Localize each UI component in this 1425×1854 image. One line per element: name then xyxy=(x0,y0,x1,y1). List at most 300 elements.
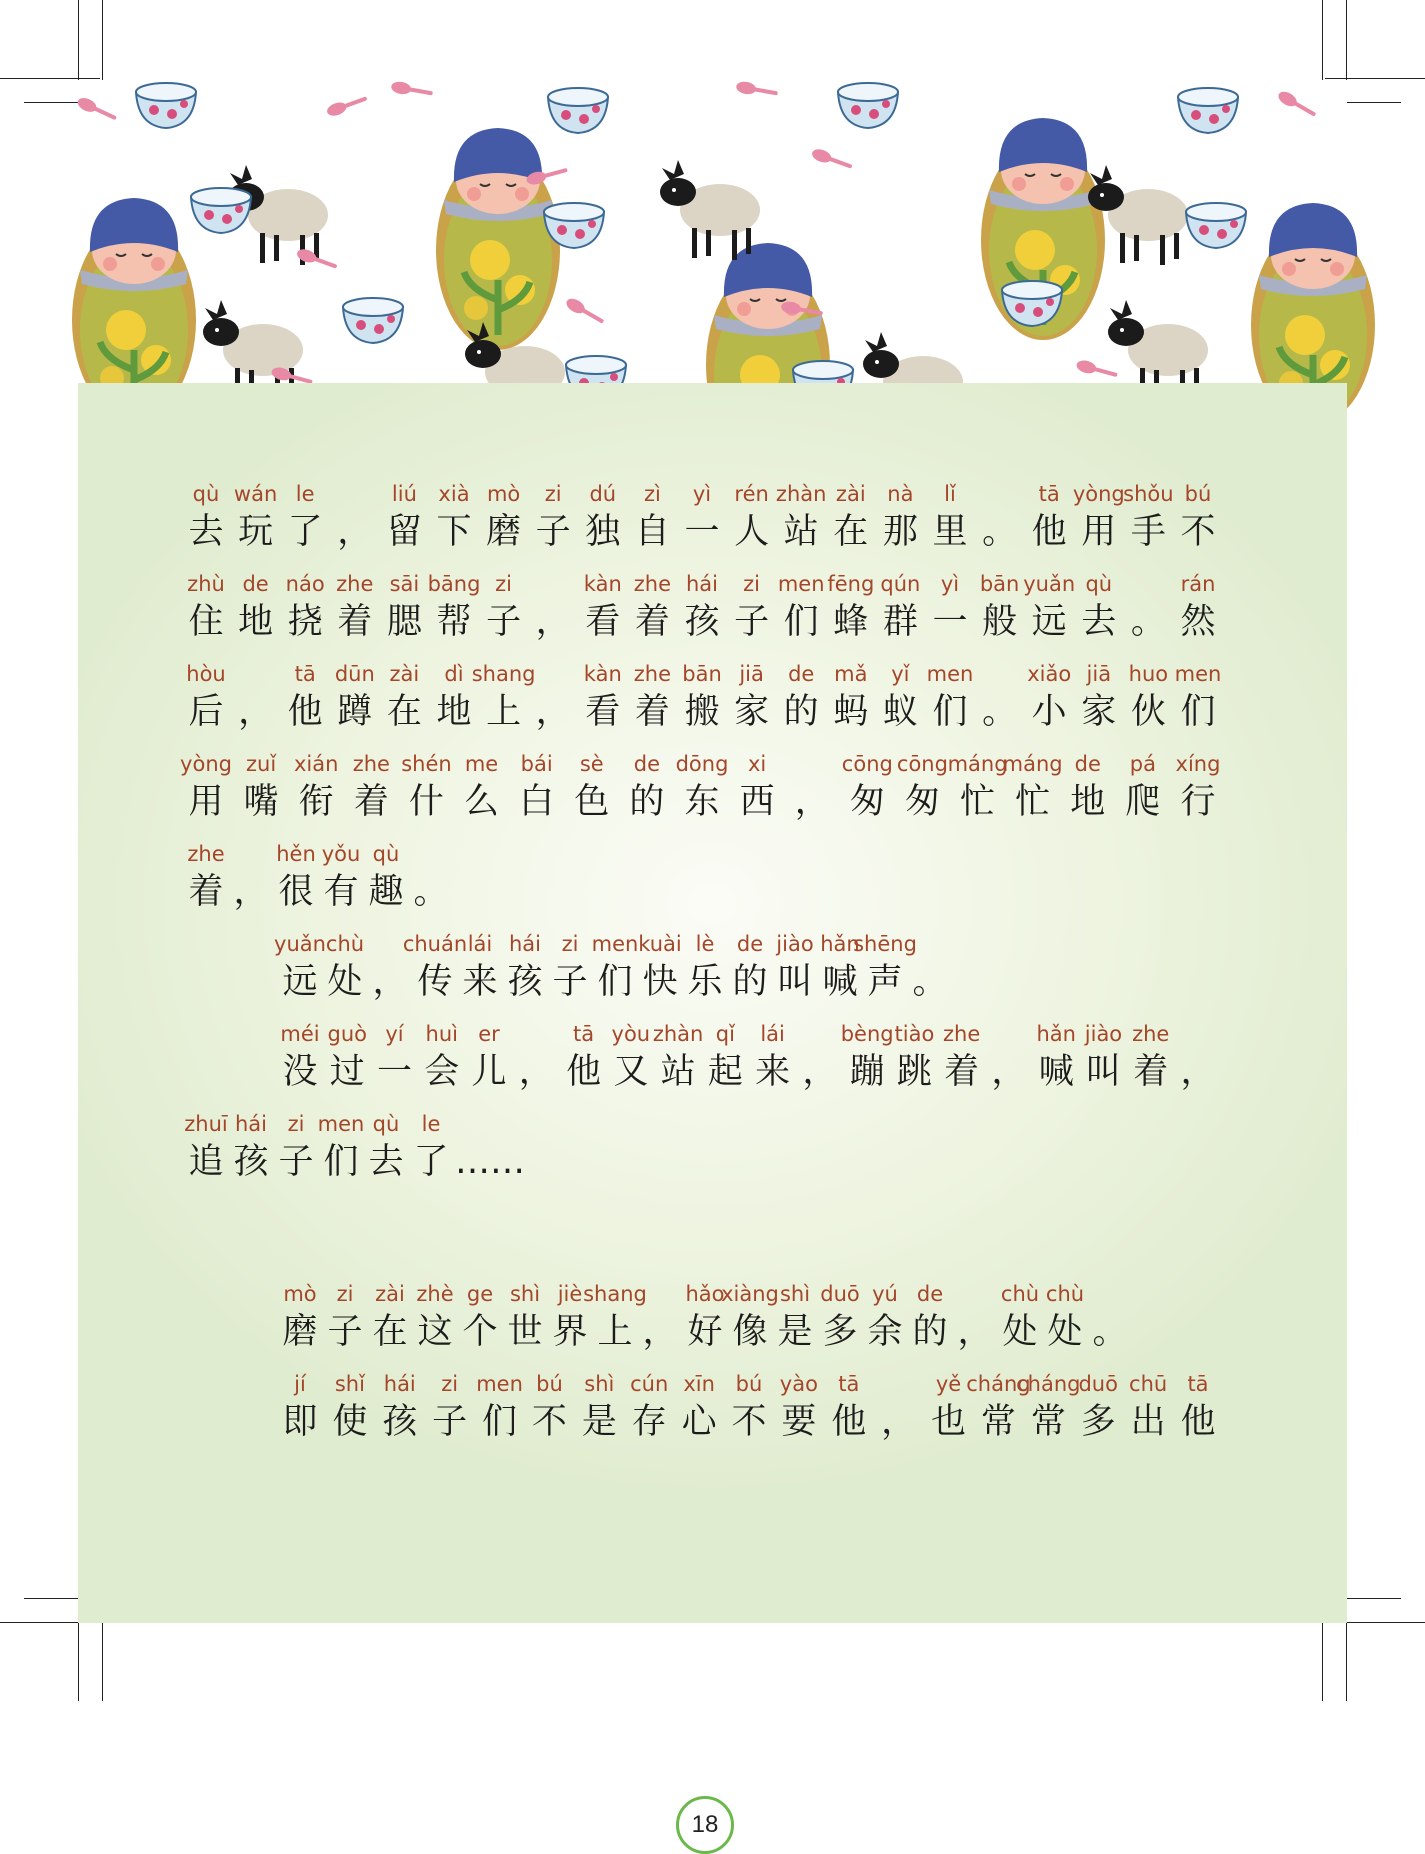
punctuation-mark: 。 xyxy=(1092,1312,1128,1352)
hanzi-character: 蜂 xyxy=(833,602,869,642)
hanzi-character: 匆 xyxy=(849,782,885,822)
punctuation-mark: ， xyxy=(642,1312,678,1352)
hanzi-character: 住 xyxy=(188,602,224,642)
crop-mark xyxy=(1322,1622,1323,1701)
hanzi-character: 着 xyxy=(337,602,373,642)
pinyin-syllable: hái xyxy=(685,572,719,596)
hanzi-character: 地 xyxy=(238,602,274,642)
hanzi-character: 蚂 xyxy=(833,692,869,732)
pinyin-syllable: jiā xyxy=(1086,662,1112,686)
hanzi-character: 里 xyxy=(932,512,968,552)
punctuation-mark: 。 xyxy=(982,692,1018,732)
hanzi-character: 子 xyxy=(486,602,522,642)
pinyin-syllable: xi xyxy=(747,752,767,776)
text-line xyxy=(78,932,1347,1012)
punctuation-mark: ， xyxy=(802,1052,838,1092)
pinyin-syllable: chū xyxy=(1129,1372,1168,1396)
hanzi-character: 那 xyxy=(882,512,918,552)
pinyin-syllable: qù xyxy=(372,842,400,866)
pinyin-syllable: zuǐ xyxy=(246,752,277,776)
hanzi-character: 又 xyxy=(613,1052,649,1092)
pinyin-syllable: xiǎo xyxy=(1027,662,1072,686)
pinyin-syllable: de xyxy=(788,662,815,686)
pinyin-syllable: zhàn xyxy=(652,1022,704,1046)
hanzi-character: 什 xyxy=(408,782,444,822)
hanzi-character: 乐 xyxy=(687,962,723,1002)
pinyin-syllable: xíng xyxy=(1175,752,1221,776)
hanzi-character: 子 xyxy=(552,962,588,1002)
hanzi-character: 孩 xyxy=(684,602,720,642)
pinyin-syllable: kuài xyxy=(638,932,682,956)
pinyin-syllable: men xyxy=(317,1112,365,1136)
pinyin-syllable: me xyxy=(464,752,499,776)
hanzi-character: 跳 xyxy=(896,1052,932,1092)
hanzi-character: 世 xyxy=(507,1312,543,1352)
hanzi-character: 么 xyxy=(464,782,500,822)
hanzi-character: 站 xyxy=(660,1052,696,1092)
punctuation-mark: ， xyxy=(238,692,274,732)
hanzi-character: 在 xyxy=(372,1312,408,1352)
pinyin-syllable: máng xyxy=(1002,752,1063,776)
hanzi-character: 出 xyxy=(1130,1402,1166,1442)
pinyin-syllable: chù xyxy=(1045,1282,1085,1306)
hanzi-character: 来 xyxy=(755,1052,791,1092)
hanzi-character: 然 xyxy=(1180,602,1216,642)
punctuation-mark: ， xyxy=(1180,1052,1216,1092)
pinyin-syllable: bèng xyxy=(840,1022,894,1046)
hanzi-character: 的 xyxy=(783,692,819,732)
pinyin-syllable: xián xyxy=(293,752,339,776)
pinyin-syllable: jiào xyxy=(776,932,814,956)
pinyin-syllable: lǐ xyxy=(944,482,956,506)
pinyin-syllable: dūn xyxy=(334,662,375,686)
pinyin-syllable: yí xyxy=(385,1022,404,1046)
pinyin-syllable: men xyxy=(926,662,974,686)
pinyin-syllable: wán xyxy=(233,482,278,506)
pinyin-syllable: bú xyxy=(536,1372,563,1396)
pinyin-syllable: rén xyxy=(734,482,769,506)
hanzi-character: 西 xyxy=(739,782,775,822)
text-line xyxy=(78,1022,1347,1102)
pinyin-syllable: zài xyxy=(375,1282,405,1306)
pinyin-syllable: le xyxy=(295,482,315,506)
punctuation-mark: ， xyxy=(535,602,571,642)
hanzi-character: 多 xyxy=(1080,1402,1116,1442)
hanzi-character: 处 xyxy=(1002,1312,1038,1352)
pinyin-syllable: zi xyxy=(441,1372,459,1396)
pinyin-syllable: xià xyxy=(438,482,470,506)
pinyin-syllable: yòu xyxy=(611,1022,651,1046)
hanzi-character: 腮 xyxy=(386,602,422,642)
hanzi-character: 追 xyxy=(188,1142,224,1182)
hanzi-character: 磨 xyxy=(282,1312,318,1352)
pinyin-syllable: hǎn xyxy=(820,932,860,956)
pinyin-syllable: zhuī xyxy=(184,1112,228,1136)
pinyin-syllable: sè xyxy=(579,752,604,776)
pinyin-syllable: de xyxy=(242,572,269,596)
spoon-icon xyxy=(810,147,854,173)
hanzi-character: 留 xyxy=(386,512,422,552)
pinyin-syllable: jiào xyxy=(1084,1022,1123,1046)
text-panel xyxy=(78,383,1347,1838)
text-line xyxy=(78,662,1347,742)
hanzi-character: 们 xyxy=(783,602,819,642)
hanzi-character: 好 xyxy=(687,1312,723,1352)
pinyin-syllable: hǎo xyxy=(685,1282,725,1306)
pinyin-syllable: liú xyxy=(391,482,417,506)
pinyin-syllable: zì xyxy=(643,482,661,506)
pinyin-syllable: cún xyxy=(630,1372,669,1396)
hanzi-character: 也 xyxy=(931,1402,967,1442)
hanzi-character: 上 xyxy=(597,1312,633,1352)
pinyin-syllable: shì xyxy=(584,1372,615,1396)
pinyin-syllable: zi xyxy=(336,1282,354,1306)
hanzi-character: 孩 xyxy=(382,1402,418,1442)
pinyin-syllable: zhè xyxy=(416,1282,454,1306)
pinyin-syllable: bāng xyxy=(427,572,481,596)
hanzi-character: 一 xyxy=(932,602,968,642)
hanzi-character: 界 xyxy=(552,1312,588,1352)
pinyin-syllable: máng xyxy=(947,752,1008,776)
hanzi-character: 没 xyxy=(282,1052,318,1092)
pinyin-syllable: qǐ xyxy=(715,1022,735,1046)
hanzi-character: 孩 xyxy=(233,1142,269,1182)
pinyin-syllable: er xyxy=(478,1022,500,1046)
pinyin-syllable: huo xyxy=(1128,662,1169,686)
pinyin-syllable: zhe xyxy=(352,752,390,776)
bowl-icon xyxy=(191,188,251,233)
hanzi-character: 伙 xyxy=(1130,692,1166,732)
hanzi-character: 蹲 xyxy=(337,692,373,732)
pinyin-syllable: qù xyxy=(1085,572,1113,596)
hanzi-character: 们 xyxy=(1180,692,1216,732)
pinyin-syllable: zhù xyxy=(187,572,225,596)
pinyin-syllable: shì xyxy=(509,1282,541,1306)
hanzi-character: 自 xyxy=(634,512,670,552)
pinyin-syllable: hái xyxy=(383,1372,416,1396)
hanzi-character: 嘴 xyxy=(243,782,279,822)
hanzi-character: 白 xyxy=(519,782,555,822)
hanzi-character: 在 xyxy=(386,692,422,732)
hanzi-character: 用 xyxy=(188,782,224,822)
hanzi-character: 了 xyxy=(287,512,323,552)
hanzi-character: 趣 xyxy=(368,872,404,912)
hanzi-character: 爬 xyxy=(1125,782,1161,822)
pinyin-syllable: bú xyxy=(1184,482,1212,506)
pinyin-syllable: hái xyxy=(508,932,542,956)
hanzi-character: 处 xyxy=(1047,1312,1083,1352)
text-line xyxy=(78,1282,1347,1362)
pinyin-syllable: yòng xyxy=(1072,482,1125,506)
hanzi-character: 搬 xyxy=(684,692,720,732)
hanzi-character: 过 xyxy=(329,1052,365,1092)
crop-mark xyxy=(0,78,100,79)
hanzi-character: 会 xyxy=(424,1052,460,1092)
punctuation-mark: ， xyxy=(535,692,571,732)
pinyin-syllable: shang xyxy=(471,662,536,686)
hanzi-character: 人 xyxy=(734,512,770,552)
hanzi-character: 上 xyxy=(486,692,522,732)
hanzi-character: 了 xyxy=(413,1142,449,1182)
pinyin-syllable: yǐ xyxy=(891,662,910,686)
hanzi-character: 独 xyxy=(585,512,621,552)
hanzi-character: 后 xyxy=(188,692,224,732)
text-line xyxy=(78,752,1347,832)
hanzi-character: 他 xyxy=(1031,512,1067,552)
pinyin-syllable: qún xyxy=(880,572,921,596)
hanzi-character: 看 xyxy=(585,692,621,732)
crop-mark xyxy=(1322,0,1323,80)
pinyin-syllable: pá xyxy=(1129,752,1156,776)
spoon-icon xyxy=(76,95,119,124)
hanzi-character: 忙 xyxy=(1015,782,1051,822)
pinyin-syllable: lè xyxy=(695,932,715,956)
hanzi-character: 地 xyxy=(1070,782,1106,822)
hanzi-character: 匆 xyxy=(904,782,940,822)
hanzi-character: 去 xyxy=(188,512,224,552)
pinyin-syllable: qù xyxy=(372,1112,400,1136)
hanzi-character: 玩 xyxy=(238,512,274,552)
pinyin-syllable: men xyxy=(476,1372,523,1396)
text-line xyxy=(78,572,1347,652)
hanzi-character: 起 xyxy=(707,1052,743,1092)
hanzi-character: 帮 xyxy=(436,602,472,642)
pinyin-syllable: dì xyxy=(444,662,464,686)
pinyin-syllable: le xyxy=(421,1112,441,1136)
pinyin-syllable: sāi xyxy=(389,572,420,596)
hanzi-character: 很 xyxy=(278,872,314,912)
pinyin-syllable: zi xyxy=(544,482,562,506)
punctuation-mark: ， xyxy=(881,1402,917,1442)
pinyin-syllable: yuǎn xyxy=(1023,572,1076,596)
hanzi-character: 喊 xyxy=(1038,1052,1074,1092)
hanzi-character: 的 xyxy=(732,962,768,1002)
pinyin-syllable: qù xyxy=(192,482,220,506)
hanzi-character: 个 xyxy=(462,1312,498,1352)
illustration-banner xyxy=(78,80,1347,383)
pinyin-syllable: jí xyxy=(294,1372,306,1396)
bowl-icon xyxy=(136,83,196,128)
hanzi-character: 行 xyxy=(1180,782,1216,822)
pinyin-syllable: tā xyxy=(294,662,316,686)
hanzi-character: 看 xyxy=(585,602,621,642)
pinyin-syllable: chù xyxy=(325,932,365,956)
pinyin-syllable: bú xyxy=(735,1372,763,1396)
hanzi-character: 是 xyxy=(581,1402,617,1442)
hanzi-character: 传 xyxy=(417,962,453,1002)
hanzi-character: 他 xyxy=(831,1402,867,1442)
hanzi-character: 家 xyxy=(1081,692,1117,732)
hanzi-character: 即 xyxy=(282,1402,318,1442)
hanzi-character: 用 xyxy=(1081,512,1117,552)
hanzi-character: 着 xyxy=(944,1052,980,1092)
hanzi-character: 着 xyxy=(353,782,389,822)
hanzi-character: 叫 xyxy=(1085,1052,1121,1092)
hanzi-character: 子 xyxy=(535,512,571,552)
punctuation-mark: ， xyxy=(794,782,830,822)
pinyin-syllable: yì xyxy=(940,572,960,596)
hanzi-character: 来 xyxy=(462,962,498,1002)
pinyin-syllable: de xyxy=(1074,752,1101,776)
pinyin-syllable: zài xyxy=(389,662,420,686)
bowl-icon xyxy=(838,83,898,128)
bowl-icon xyxy=(1186,203,1246,248)
punctuation-mark: …… xyxy=(455,1142,525,1182)
hanzi-character: 东 xyxy=(684,782,720,822)
hanzi-character: 们 xyxy=(482,1402,518,1442)
book-page xyxy=(78,80,1347,1838)
pinyin-syllable: yǒu xyxy=(321,842,361,866)
pinyin-syllable: de xyxy=(633,752,660,776)
spoon-icon xyxy=(1276,89,1318,120)
hanzi-character: 的 xyxy=(629,782,665,822)
hanzi-character: 磨 xyxy=(486,512,522,552)
bowl-icon xyxy=(1178,88,1238,133)
hanzi-character: 忙 xyxy=(960,782,996,822)
pattern-illustration xyxy=(78,80,1347,383)
hanzi-character: 小 xyxy=(1031,692,1067,732)
pinyin-syllable: méi xyxy=(280,1022,320,1046)
hanzi-character: 有 xyxy=(323,872,359,912)
hanzi-character: 站 xyxy=(783,512,819,552)
hanzi-character: 着 xyxy=(634,602,670,642)
spoon-icon xyxy=(1075,359,1119,381)
punctuation-mark: 。 xyxy=(912,962,948,1002)
pinyin-syllable: jiè xyxy=(557,1282,583,1306)
pinyin-syllable: cháng xyxy=(1016,1372,1081,1396)
pinyin-syllable: shǐ xyxy=(334,1372,365,1396)
hanzi-character: 们 xyxy=(932,692,968,732)
pinyin-syllable: fēng xyxy=(827,572,875,596)
pinyin-syllable: shén xyxy=(401,752,452,776)
hanzi-character: 衔 xyxy=(298,782,334,822)
punctuation-mark: ， xyxy=(518,1052,554,1092)
punctuation-mark: ， xyxy=(337,512,373,552)
hanzi-character: 挠 xyxy=(287,602,323,642)
pinyin-syllable: huì xyxy=(425,1022,459,1046)
hanzi-character: 存 xyxy=(631,1402,667,1442)
pinyin-syllable: bān xyxy=(682,662,722,686)
spoon-icon xyxy=(735,80,778,99)
punctuation-mark: 。 xyxy=(982,512,1018,552)
hanzi-character: 不 xyxy=(1180,512,1216,552)
hanzi-character: 他 xyxy=(1180,1402,1216,1442)
pinyin-syllable: zhe xyxy=(633,572,672,596)
pinyin-syllable: yào xyxy=(779,1372,818,1396)
hanzi-character: 们 xyxy=(597,962,633,1002)
pinyin-syllable: men xyxy=(1174,662,1222,686)
hanzi-character: 声 xyxy=(867,962,903,1002)
pinyin-syllable: guò xyxy=(327,1022,367,1046)
pinyin-syllable: dú xyxy=(589,482,617,506)
pinyin-syllable: cháng xyxy=(966,1372,1031,1396)
pinyin-syllable: lái xyxy=(760,1022,785,1046)
hanzi-character: 子 xyxy=(278,1142,314,1182)
pinyin-syllable: rán xyxy=(1180,572,1216,596)
pinyin-syllable: zhàn xyxy=(775,482,827,506)
spoon-icon xyxy=(325,93,369,119)
pinyin-syllable: yòng xyxy=(180,752,232,776)
pinyin-syllable: yú xyxy=(872,1282,898,1306)
hanzi-character: 远 xyxy=(1031,602,1067,642)
pinyin-syllable: ge xyxy=(466,1282,494,1306)
pinyin-syllable: hòu xyxy=(186,662,226,686)
hanzi-character: 是 xyxy=(777,1312,813,1352)
text-line xyxy=(78,1112,1347,1192)
pinyin-syllable: kàn xyxy=(583,572,622,596)
pinyin-syllable: zài xyxy=(835,482,866,506)
hanzi-character: 着 xyxy=(634,692,670,732)
hanzi-character: 去 xyxy=(1081,602,1117,642)
hanzi-character: 的 xyxy=(912,1312,948,1352)
hanzi-character: 子 xyxy=(734,602,770,642)
hanzi-character: 叫 xyxy=(777,962,813,1002)
punctuation-mark: ， xyxy=(233,872,269,912)
hanzi-character: 群 xyxy=(882,602,918,642)
hanzi-character: 一 xyxy=(377,1052,413,1092)
pinyin-syllable: men xyxy=(777,572,825,596)
pinyin-syllable: tā xyxy=(1187,1372,1209,1396)
bowl-icon xyxy=(548,88,608,133)
hanzi-character: 像 xyxy=(732,1312,768,1352)
pinyin-syllable: duō xyxy=(820,1282,860,1306)
pinyin-syllable: zi xyxy=(287,1112,305,1136)
pinyin-syllable: lái xyxy=(467,932,493,956)
pinyin-syllable: de xyxy=(916,1282,944,1306)
pinyin-syllable: yuǎn xyxy=(274,932,326,956)
pinyin-syllable: hǎn xyxy=(1036,1022,1076,1046)
hanzi-character: 不 xyxy=(531,1402,567,1442)
pinyin-syllable: náo xyxy=(285,572,325,596)
punctuation-mark: ， xyxy=(957,1312,993,1352)
hanzi-character: 心 xyxy=(681,1402,717,1442)
hanzi-character: 使 xyxy=(332,1402,368,1442)
hanzi-character: 喊 xyxy=(822,962,858,1002)
pinyin-syllable: tā xyxy=(838,1372,860,1396)
hanzi-character: 常 xyxy=(1030,1402,1066,1442)
punctuation-mark: 。 xyxy=(1130,602,1166,642)
swaddled-baby-icon xyxy=(436,128,560,350)
text-line xyxy=(78,1372,1347,1452)
hanzi-character: 在 xyxy=(833,512,869,552)
pinyin-syllable: mò xyxy=(486,482,521,506)
hanzi-character: 一 xyxy=(684,512,720,552)
pinyin-syllable: shǒu xyxy=(1123,482,1174,506)
pinyin-syllable: zhe xyxy=(187,842,225,866)
crop-mark xyxy=(1325,78,1425,79)
hanzi-character: 不 xyxy=(731,1402,767,1442)
hanzi-character: 般 xyxy=(982,602,1018,642)
pinyin-syllable: zhe xyxy=(1132,1022,1170,1046)
pinyin-syllable: zhe xyxy=(633,662,672,686)
punctuation-mark: 。 xyxy=(413,872,449,912)
hanzi-character: 着 xyxy=(188,872,224,912)
pinyin-syllable: tā xyxy=(573,1022,595,1046)
punctuation-mark: ， xyxy=(991,1052,1027,1092)
hanzi-character: 儿 xyxy=(471,1052,507,1092)
hanzi-character: 孩 xyxy=(507,962,543,1002)
hanzi-character: 色 xyxy=(574,782,610,822)
pinyin-syllable: mǎ xyxy=(834,662,868,686)
pinyin-syllable: cōng xyxy=(896,752,948,776)
hanzi-character: 这 xyxy=(417,1312,453,1352)
page-number: 18 xyxy=(676,1796,734,1854)
pinyin-syllable: zi xyxy=(743,572,761,596)
crop-mark xyxy=(102,1622,103,1701)
text-line xyxy=(78,842,1347,922)
pinyin-syllable: men xyxy=(591,932,639,956)
pinyin-syllable: nà xyxy=(887,482,914,506)
